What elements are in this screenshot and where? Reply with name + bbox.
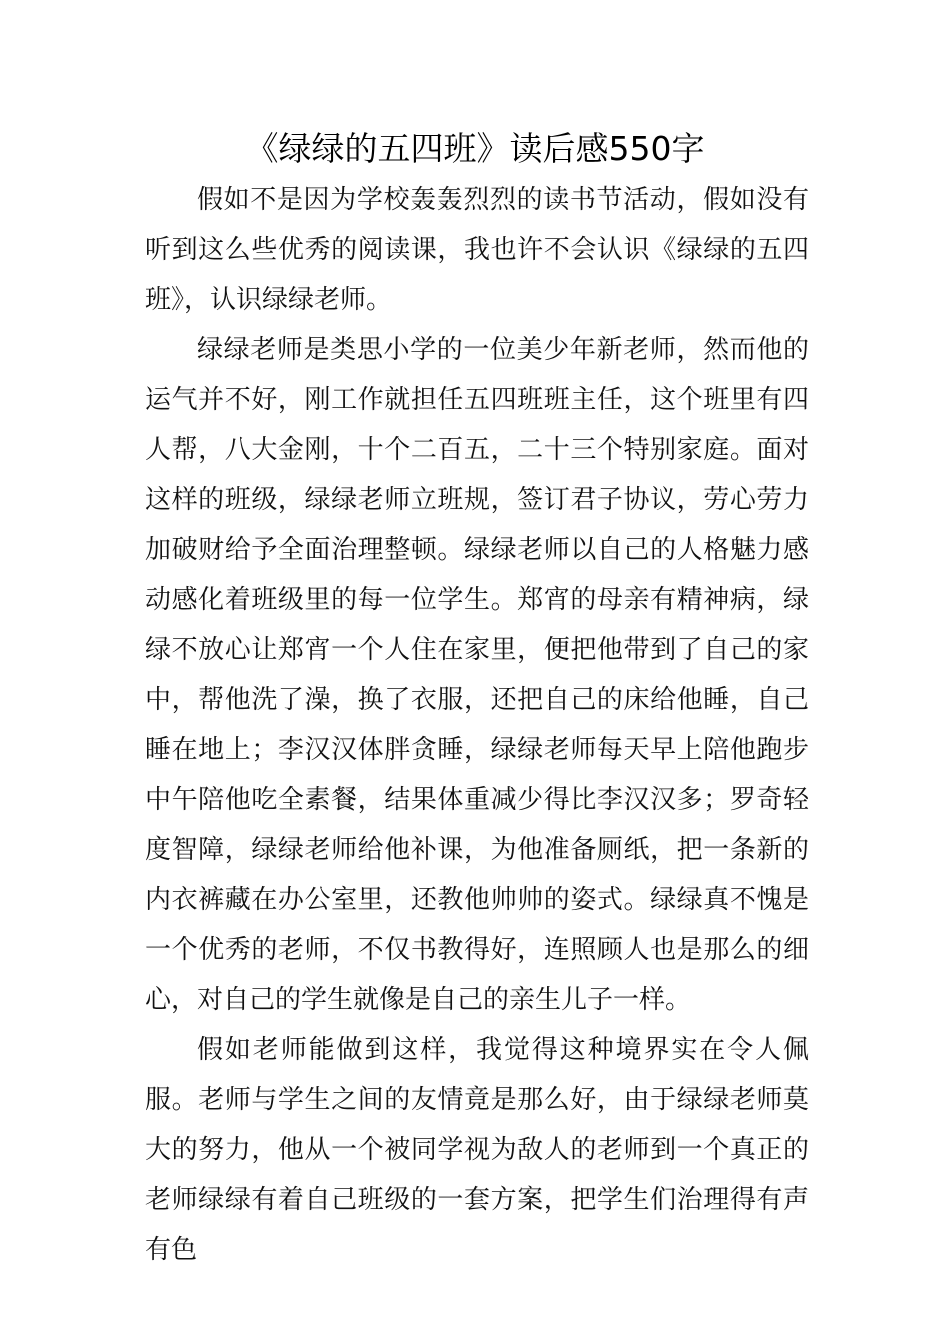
paragraph-1: 假如不是因为学校轰轰烈烈的读书节活动，假如没有听到这么些优秀的阅读课，我也许不会认识《绿绿的五四班》，认识绿绿老师。 [145, 185, 809, 315]
paragraph-3: 假如老师能做到这样，我觉得这种境界实在令人佩服。老师与学生之间的友情竟是那么好，由于绿绿老师莫大的努力，他从一个被同学视为敌人的老师到一个真正的老师绿绿有着自己班级的一套方案，把学生们治理得有声有色 [145, 1035, 809, 1265]
paragraph-2: 绿绿老师是类思小学的一位美少年新老师，然而他的运气并不好，刚工作就担任五四班班主任，这个班里有四人帮，八大金刚，十个二百五，二十三个特别家庭。面对这样的班级，绿绿老师立班规，签订君子协议，劳心劳力加破财给予全面治理整顿。绿绿老师以自己的人格魅力感动感化着班级里的每一位学生。郑宵的母亲有精神病，绿绿不放心让郑宵一个人住在家里，便把他带到了自己的家中，帮他洗了澡，换了衣服，还把自己的床给他睡，自己睡在地上；李汉汉体胖贪睡，绿绿老师每天早上陪他跑步中午陪他吃全素餐，结果体重减少得比李汉汉多；罗奇轻度智障，绿绿老师给他补课，为他准备厕纸，把一条新的内衣裤藏在办公室里，还教他帅帅的姿式。绿绿真不愧是一个优秀的老师，不仅书教得好，连照顾人也是那么的细心，对自己的学生就像是自己的亲生儿子一样。 [145, 335, 809, 1015]
document-body [145, 175, 809, 1275]
document-title: 《绿绿的五四班》读后感550字 [245, 129, 705, 168]
